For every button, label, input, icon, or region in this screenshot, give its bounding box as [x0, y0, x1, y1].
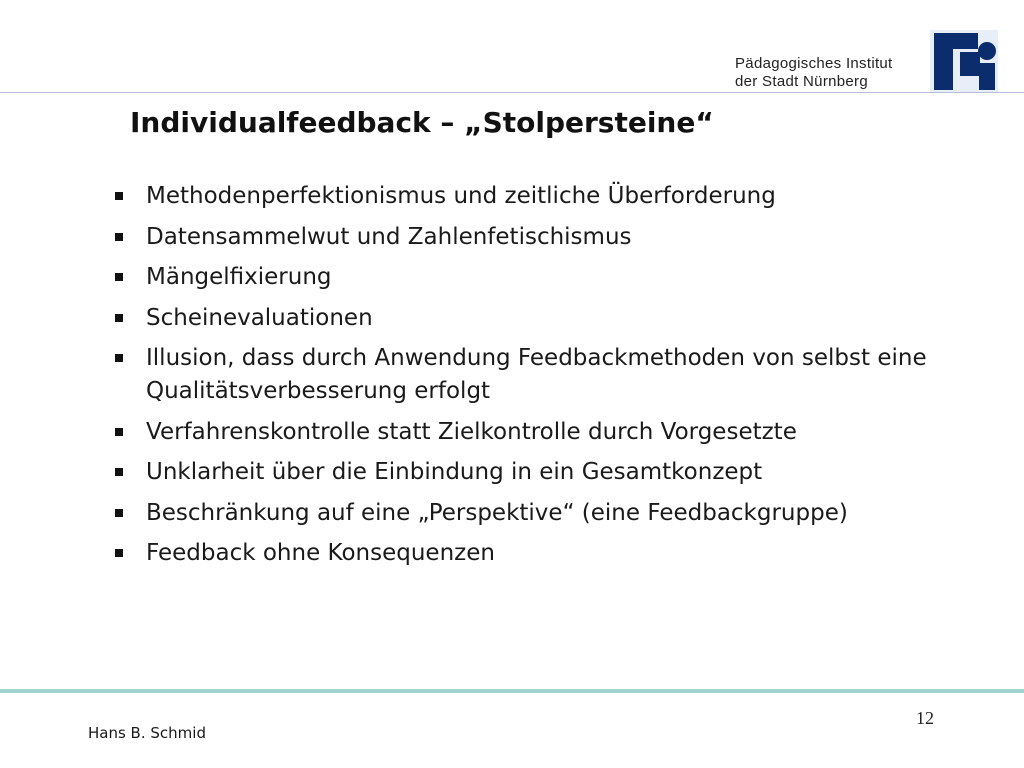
bullet-item — [112, 302, 992, 335]
page-number: 12 — [916, 708, 934, 728]
bullet-text: Datensammelwut und Zahlenfetischismus — [146, 223, 632, 250]
institute-name-line2: der Stadt Nürnberg — [735, 73, 868, 90]
bullet-square-icon — [115, 273, 123, 281]
bullet-square-icon — [115, 354, 123, 362]
bullet-text: Methodenperfektionismus und zeitliche Überforderung — [146, 183, 776, 209]
bullet-square-icon — [115, 549, 123, 557]
bullet-item — [112, 416, 992, 449]
footer-divider — [0, 689, 1024, 693]
bullet-square-icon — [115, 468, 123, 476]
institute-name-line1: Pädagogisches Institut — [735, 55, 893, 72]
header-divider — [0, 92, 1024, 93]
bullet-square-icon — [115, 509, 123, 517]
bullet-item — [112, 497, 992, 530]
author-name: Hans B. Schmid — [88, 724, 206, 742]
bullet-square-icon — [115, 233, 123, 241]
bullet-square-icon — [115, 314, 123, 322]
slide-title: Individualfeedback – „Stolpersteine“ — [130, 106, 714, 139]
bullet-text: Unklarheit über die Einbindung in ein Gesamtkonzept — [146, 459, 763, 485]
bullet-text: Scheinevaluationen — [146, 304, 373, 331]
bullet-text: Verfahrenskontrolle statt Zielkontrolle durch Vorgesetzte — [146, 418, 797, 445]
bullet-item — [112, 537, 992, 570]
bullet-square-icon — [115, 428, 123, 436]
bullet-list — [112, 180, 992, 578]
bullet-text: Mängelfixierung — [146, 264, 332, 290]
bullet-text: Feedback ohne Konsequenzen — [146, 540, 495, 566]
institute-name — [735, 55, 893, 91]
bullet-item — [112, 342, 992, 408]
institute-logo — [930, 30, 998, 93]
bullet-item — [112, 221, 992, 254]
bullet-square-icon — [115, 192, 123, 200]
bullet-text: Illusion, dass durch Anwendung Feedbackmethoden von selbst eine Qualitätsverbesserung erfolgt — [146, 345, 927, 404]
bullet-item — [112, 180, 992, 213]
bullet-item — [112, 261, 992, 294]
bullet-text: Beschränkung auf eine „Perspektive“ (eine Feedbackgruppe) — [146, 499, 848, 526]
bullet-item — [112, 456, 992, 489]
